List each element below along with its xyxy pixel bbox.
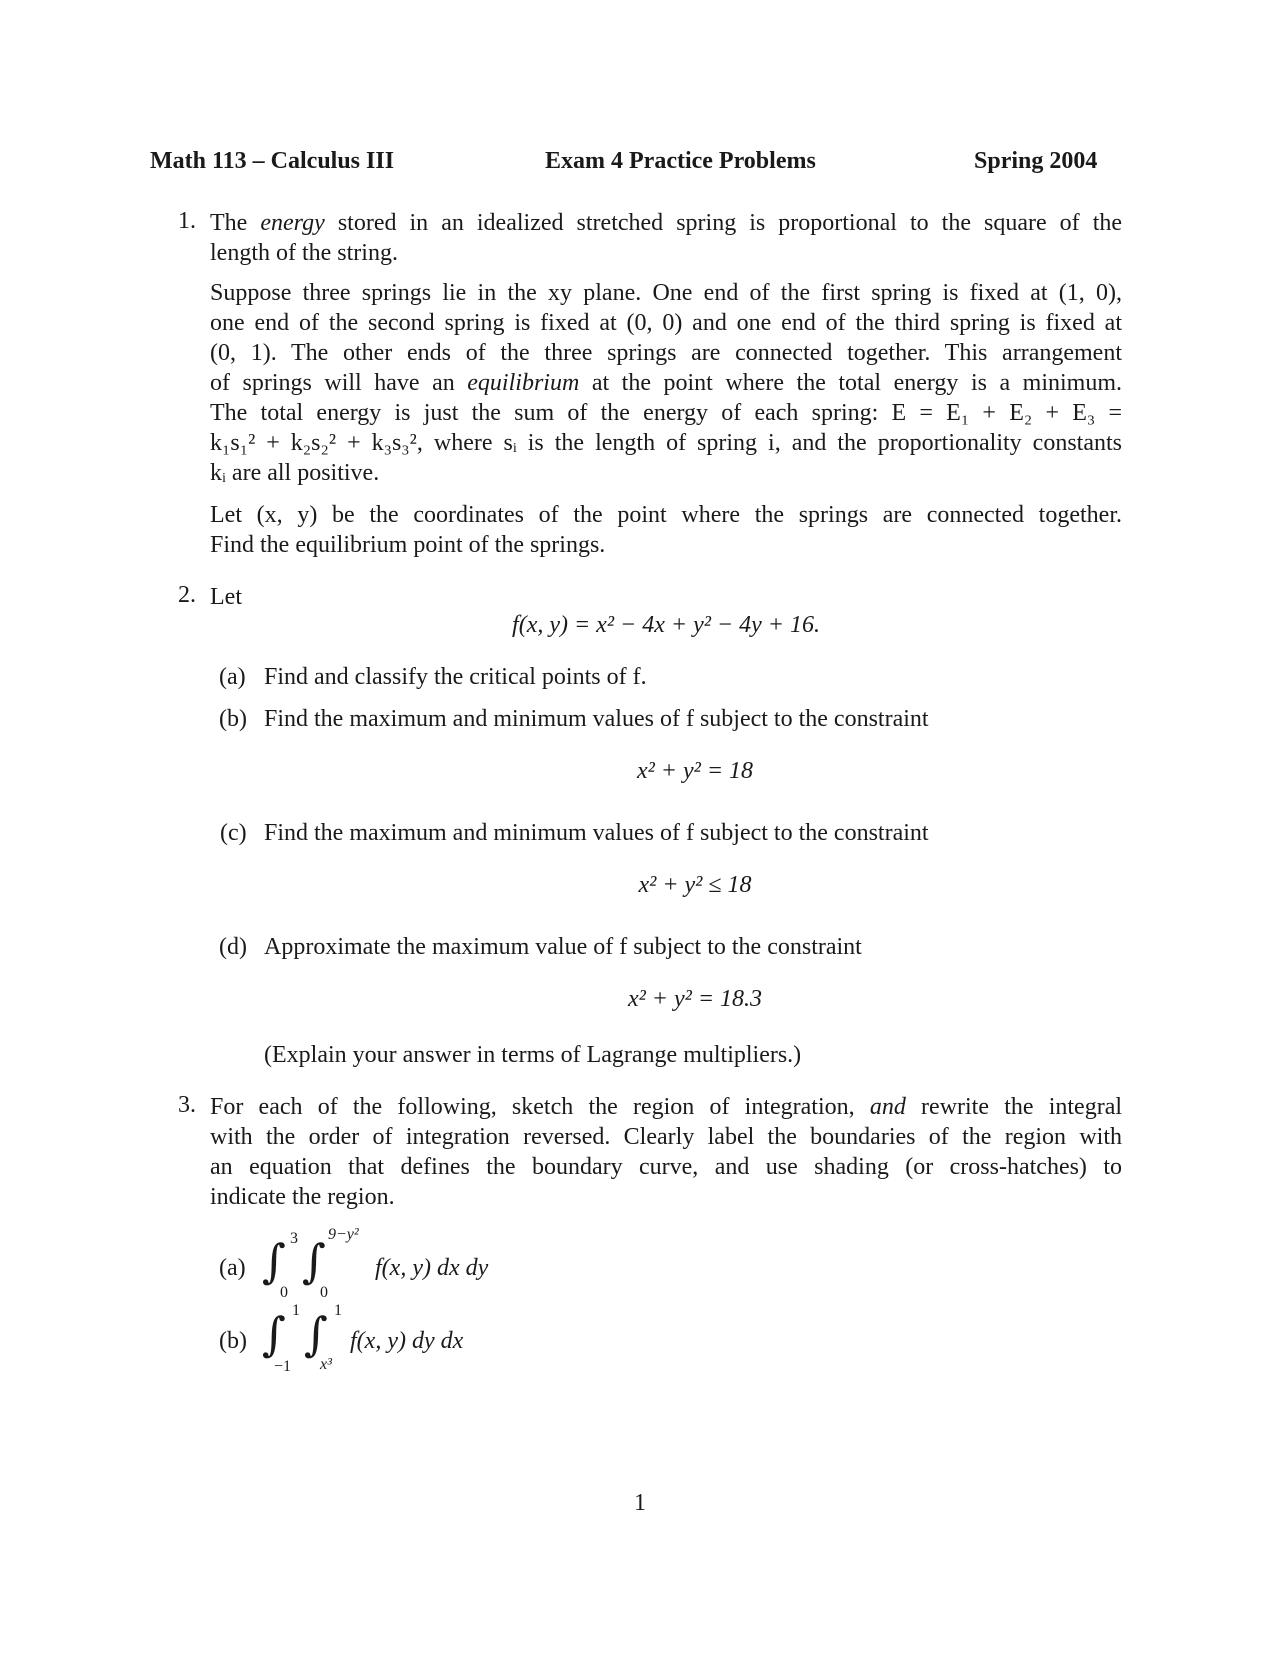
constraint-equation-d: x² + y² = 18.3 (627, 986, 763, 1012)
part-label: (b) (219, 706, 247, 732)
page-number: 1 (634, 1490, 646, 1516)
problem-1-task-line: Find the equilibrium point of the springs. (210, 532, 606, 558)
part-label: (c) (220, 820, 247, 846)
problem-1-para-line: k₁s₁² + k₂s₂² + k₃s₃², where sᵢ is the length of spring i, and the proportionality constants (210, 430, 1122, 456)
problem-1-task-line: Let (x, y) be the coordinates of the point where the springs are connected together. (210, 502, 1122, 528)
problem-1-para-line: The total energy is just the sum of the energy of each spring: E = E₁ + E₂ + E₃ = (210, 400, 1122, 426)
integral-upper-limit: 3 (290, 1230, 298, 1247)
problem-3-line: with the order of integration reversed. Clearly label the boundaries of the region with (210, 1124, 1122, 1150)
integral-sign: ∫ (262, 1307, 286, 1361)
part-label: (b) (219, 1328, 247, 1354)
part-label: (d) (219, 934, 247, 960)
constraint-equation-c: x² + y² ≤ 18 (638, 872, 752, 898)
part-d-text: Approximate the maximum value of f subject to the constraint (264, 934, 862, 960)
problem-1-para-line: one end of the second spring is fixed at (0, 0) and one end of the third spring is fixed at (210, 310, 1122, 336)
problem-3-number: 3. (178, 1092, 196, 1118)
integral-lower-limit: x³ (320, 1356, 332, 1373)
part-a-text: Find and classify the critical points of f. (264, 664, 647, 690)
problem-1-intro-line-2: length of the string. (210, 240, 398, 266)
problem-3-line: an equation that defines the boundary curve, and use shading (or cross-hatches) to (210, 1154, 1122, 1180)
problem-3-line: For each of the following, sketch the region of integration, and rewrite the integral (210, 1094, 1123, 1120)
problem-1-intro-line-1: The energy stored in an idealized stretched spring is proportional to the square of the (210, 210, 1123, 236)
integral-sign: ∫ (304, 1307, 328, 1361)
constraint-equation-b: x² + y² = 18 (636, 758, 754, 784)
problem-1-para-line: Suppose three springs lie in the xy plane. One end of the first spring is fixed at (1, 0), (210, 280, 1122, 306)
function-definition: f(x, y) = x² − 4x + y² − 4y + 16. (512, 612, 820, 638)
problem-3-line: indicate the region. (210, 1184, 395, 1210)
problem-1-para-line: (0, 1). The other ends of the three springs are connected together. This arrangement (210, 340, 1122, 366)
problem-1-para-line: of springs will have an equilibrium at the point where the total energy is a minimum. (210, 370, 1123, 396)
part-label: (a) (219, 1255, 246, 1281)
part-b-text: Find the maximum and minimum values of f subject to the constraint (264, 706, 929, 732)
part-label: (a) (219, 664, 246, 690)
problem-1-number: 1. (178, 208, 196, 234)
part-c-text: Find the maximum and minimum values of f subject to the constraint (264, 820, 929, 846)
integral-lower-limit: 0 (320, 1284, 328, 1301)
problem-2-number: 2. (178, 582, 196, 608)
integrand-a: f(x, y) dx dy (375, 1255, 489, 1281)
integral-lower-limit: 0 (280, 1284, 288, 1301)
course-title: Math 113 – Calculus III (150, 148, 395, 174)
integral-upper-limit: 1 (334, 1302, 342, 1319)
problem-1-para-line: kᵢ are all positive. (210, 460, 380, 486)
integral-sign: ∫ (302, 1234, 326, 1288)
exam-title: Exam 4 Practice Problems (545, 148, 816, 174)
integral-sign: ∫ (262, 1234, 286, 1288)
integral-lower-limit: −1 (274, 1358, 292, 1375)
integrand-b: f(x, y) dy dx (350, 1328, 464, 1354)
integral-upper-limit: 9−y² (328, 1226, 359, 1243)
problem-2-lead: Let (210, 584, 242, 610)
integral-upper-limit: 1 (292, 1302, 300, 1319)
term-label: Spring 2004 (974, 148, 1098, 174)
lagrange-note: (Explain your answer in terms of Lagrange multipliers.) (264, 1042, 802, 1068)
